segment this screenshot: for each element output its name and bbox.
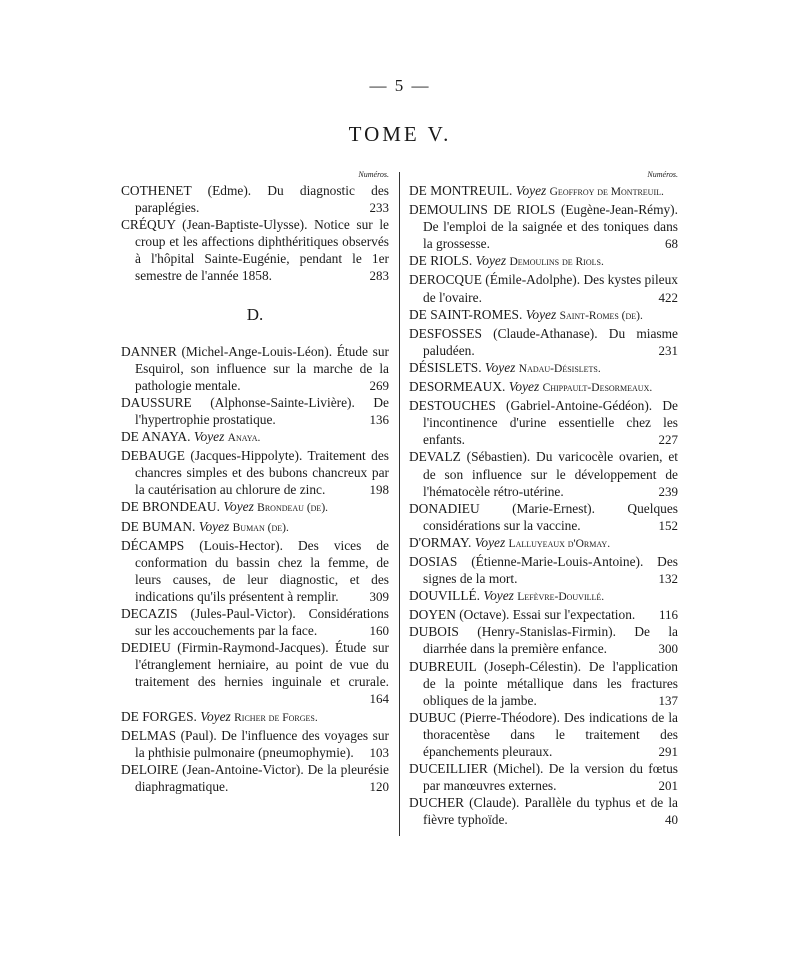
entry-number: 137	[658, 692, 678, 708]
index-entry	[121, 428, 389, 447]
entry-number: 120	[369, 778, 389, 794]
cross-reference: Chippault-Desormeaux.	[542, 382, 653, 395]
entry-number: 103	[369, 744, 389, 760]
entry-number: 227	[658, 432, 678, 448]
entry-text: DESFOSSES (Claude-Athanase). Du miasme paludéen.	[409, 325, 678, 358]
entry-text: DECAZIS (Jules-Paul-Victor). Considérations sur les accouchements par la face.	[121, 605, 389, 639]
cross-reference: Brondeau (de).	[257, 502, 329, 515]
entry-number: 231	[658, 342, 678, 358]
entries	[409, 182, 678, 828]
entry-number: 40	[665, 812, 678, 828]
index-entry	[121, 761, 389, 795]
entry-text: DELOIRE (Jean-Antoine-Victor). De la pleurésie diaphragmatique.	[121, 761, 389, 794]
index-entry	[409, 500, 678, 534]
voyez-label: Voyez	[525, 306, 557, 322]
numeros-header: Numéros.	[358, 170, 389, 179]
entry-text: DEVALZ (Sébastien). Du varicocèle ovarien, et de son influence sur le développement de l'hématocèle rétro-utérine.	[409, 449, 678, 499]
index-entry	[409, 397, 678, 448]
entry-text: DEROCQUE (Émile-Adolphe). Des kystes pileux de l'ovaire.	[409, 272, 678, 305]
page-number: — 5 —	[369, 76, 431, 95]
cross-reference: Lefèvre-Douvillé.	[517, 591, 605, 604]
entry-number: 132	[658, 571, 678, 587]
entry-number: 239	[658, 483, 678, 499]
entry-text: CRÉQUY (Jean-Baptiste-Ulysse). Notice sur le croup et les affections diphthéritiques observés à l'hôpital Sainte-Eugénie, pendant le 1er semestre de l'année 1858.	[121, 217, 389, 284]
index-entry	[121, 708, 389, 727]
entry-text: DESORMEAUX.	[409, 379, 506, 395]
index-entry	[409, 658, 678, 709]
numeros-header: Numéros.	[647, 170, 678, 179]
voyez-label: Voyez	[223, 499, 254, 515]
voyez-label: Voyez	[198, 518, 230, 534]
index-entry	[409, 252, 678, 271]
index-entry	[409, 760, 678, 794]
index-entry	[409, 359, 678, 378]
voyez-label: Voyez	[475, 253, 507, 269]
entry-text: DE SAINT-ROMES.	[409, 306, 523, 322]
index-entry	[121, 216, 389, 284]
entry-number: 300	[658, 641, 678, 657]
entry-number: 269	[369, 377, 389, 393]
tome-title: TOME V.	[348, 122, 452, 146]
entry-number: 160	[369, 623, 389, 639]
entry-number: 291	[658, 744, 678, 759]
index-entry	[121, 182, 389, 216]
index-entry	[409, 606, 678, 623]
entry-text: DELMAS (Paul). De l'influence des voyages sur la phthisie pulmonaire (pneumophymie).	[121, 727, 389, 760]
entry-text: DE ANAYA.	[121, 429, 191, 445]
entry-text: DANNER (Michel-Ange-Louis-Léon). Étude sur Esquirol, son influence sur la marche de la pathologie mentale.	[121, 343, 389, 393]
cross-reference: Richer de Forges.	[234, 711, 318, 724]
entry-number: 422	[658, 289, 678, 305]
cross-reference: Saint-Romes (de).	[559, 309, 643, 322]
cross-reference: Nadau-Désislets.	[518, 362, 601, 375]
index-entry	[121, 605, 389, 639]
cross-reference: Anaya.	[227, 432, 261, 445]
right-column	[409, 168, 678, 828]
index-entry	[409, 271, 678, 305]
index-entry	[409, 709, 678, 760]
entry-text: DE BUMAN.	[121, 518, 196, 534]
entry-text: DÉCAMPS (Louis-Hector). Des vices de conformation du bassin chez la femme, de leurs causes, de leur diagnostic, et des indications qu'ils présentent à remplir.	[121, 537, 389, 604]
entry-text: DEMOULINS DE RIOLS (Eugène-Jean-Rémy). De l'emploi de la saignée et des toniques dans la grossesse.	[409, 202, 678, 252]
section-letter: D.	[246, 304, 264, 324]
index-entry	[409, 553, 678, 587]
cross-reference: Demoulins de Riols.	[509, 256, 604, 269]
entry-text: DE MONTREUIL.	[409, 183, 513, 198]
entry-text: DUBOIS (Henry-Stanislas-Firmin). De la diarrhée dans la première enfance.	[409, 624, 678, 657]
index-entry	[121, 537, 389, 605]
voyez-label: Voyez	[193, 429, 225, 445]
index-entry	[121, 639, 389, 707]
index-entry	[121, 343, 389, 394]
entry-text: DEBAUGE (Jacques-Hippolyte). Traitement des chancres simples et des bubons chancreux par la cautérisation au chlorure de zinc.	[121, 448, 389, 498]
index-entry	[409, 182, 678, 201]
entry-text: DOYEN (Octave). Essai sur l'expectation.	[409, 607, 636, 623]
index-entry	[409, 534, 678, 553]
cross-reference: Lalluyeaux d'Ormay.	[508, 537, 611, 550]
voyez-label: Voyez	[508, 379, 540, 395]
entry-number: 136	[369, 411, 389, 427]
cross-reference: Geoffroy de Montreuil.	[549, 186, 664, 198]
entry-text: DUBUC (Pierre-Théodore). Des indications de la thoracentèse dans le traitement des épanchements pleuraux.	[409, 709, 678, 759]
entry-text: DEDIEU (Firmin-Raymond-Jacques). Étude sur l'étranglement herniaire, au point de vue du traitement des hernies inguinale et crurale.	[121, 640, 389, 690]
entry-text: DUCEILLIER (Michel). De la version du fœtus par manœuvres externes.	[409, 761, 678, 794]
entry-text: COTHENET (Edme). Du diagnostic des paraplégies.	[121, 183, 389, 216]
entries-after	[121, 343, 389, 795]
entry-number: 233	[369, 200, 389, 216]
entry-number: 68	[665, 236, 678, 252]
entry-number: 164	[369, 691, 389, 707]
voyez-label: Voyez	[200, 708, 231, 724]
index-entry	[121, 498, 389, 517]
voyez-label: Voyez	[474, 534, 506, 550]
index-entry	[121, 447, 389, 498]
entry-text: DUBREUIL (Joseph-Célestin). De l'application de la pointe métallique dans les fractures obliques de la jambe.	[409, 658, 678, 708]
entry-text: DE BRONDEAU.	[121, 499, 220, 515]
index-entry	[409, 623, 678, 657]
entries-before	[121, 182, 389, 285]
cross-reference: Buman (de).	[232, 521, 289, 534]
entry-number: 198	[369, 482, 389, 498]
entry-text: D'ORMAY.	[409, 534, 472, 550]
voyez-label: Voyez	[515, 183, 547, 198]
column-divider	[399, 172, 400, 836]
entry-text: DESTOUCHES (Gabriel-Antoine-Gédéon). De l'incontinence d'urine essentielle chez les enfants.	[409, 398, 678, 448]
index-entry	[409, 448, 678, 499]
entry-text: DAUSSURE (Alphonse-Sainte-Livière). De l'hypertrophie prostatique.	[121, 394, 389, 427]
entry-text: DOUVILLÉ.	[409, 588, 481, 604]
index-entry	[409, 306, 678, 325]
index-entry	[121, 727, 389, 761]
entry-text: DÉSISLETS.	[409, 359, 482, 375]
entry-number: 309	[369, 588, 389, 604]
entry-text: DONADIEU (Marie-Ernest). Quelques considérations sur la vaccine.	[409, 500, 678, 533]
entry-text: DUCHER (Claude). Parallèle du typhus et de la fièvre typhoïde.	[409, 795, 678, 828]
index-entry	[409, 325, 678, 359]
index-entry	[409, 587, 678, 606]
voyez-label: Voyez	[483, 588, 514, 604]
voyez-label: Voyez	[484, 359, 516, 375]
entry-text: DOSIAS (Étienne-Marie-Louis-Antoine). Des signes de la mort.	[409, 553, 678, 587]
index-entry	[409, 378, 678, 397]
index-entry	[409, 201, 678, 252]
index-entry	[121, 518, 389, 537]
entry-text: DE FORGES.	[121, 708, 197, 724]
index-entry	[121, 394, 389, 428]
left-column	[121, 168, 389, 795]
entry-number: 152	[658, 517, 678, 533]
index-entry	[409, 794, 678, 828]
entry-number: 201	[658, 778, 678, 794]
entry-text: DE RIOLS.	[409, 253, 473, 269]
entry-number: 116	[658, 607, 678, 623]
entry-number: 283	[369, 268, 389, 284]
